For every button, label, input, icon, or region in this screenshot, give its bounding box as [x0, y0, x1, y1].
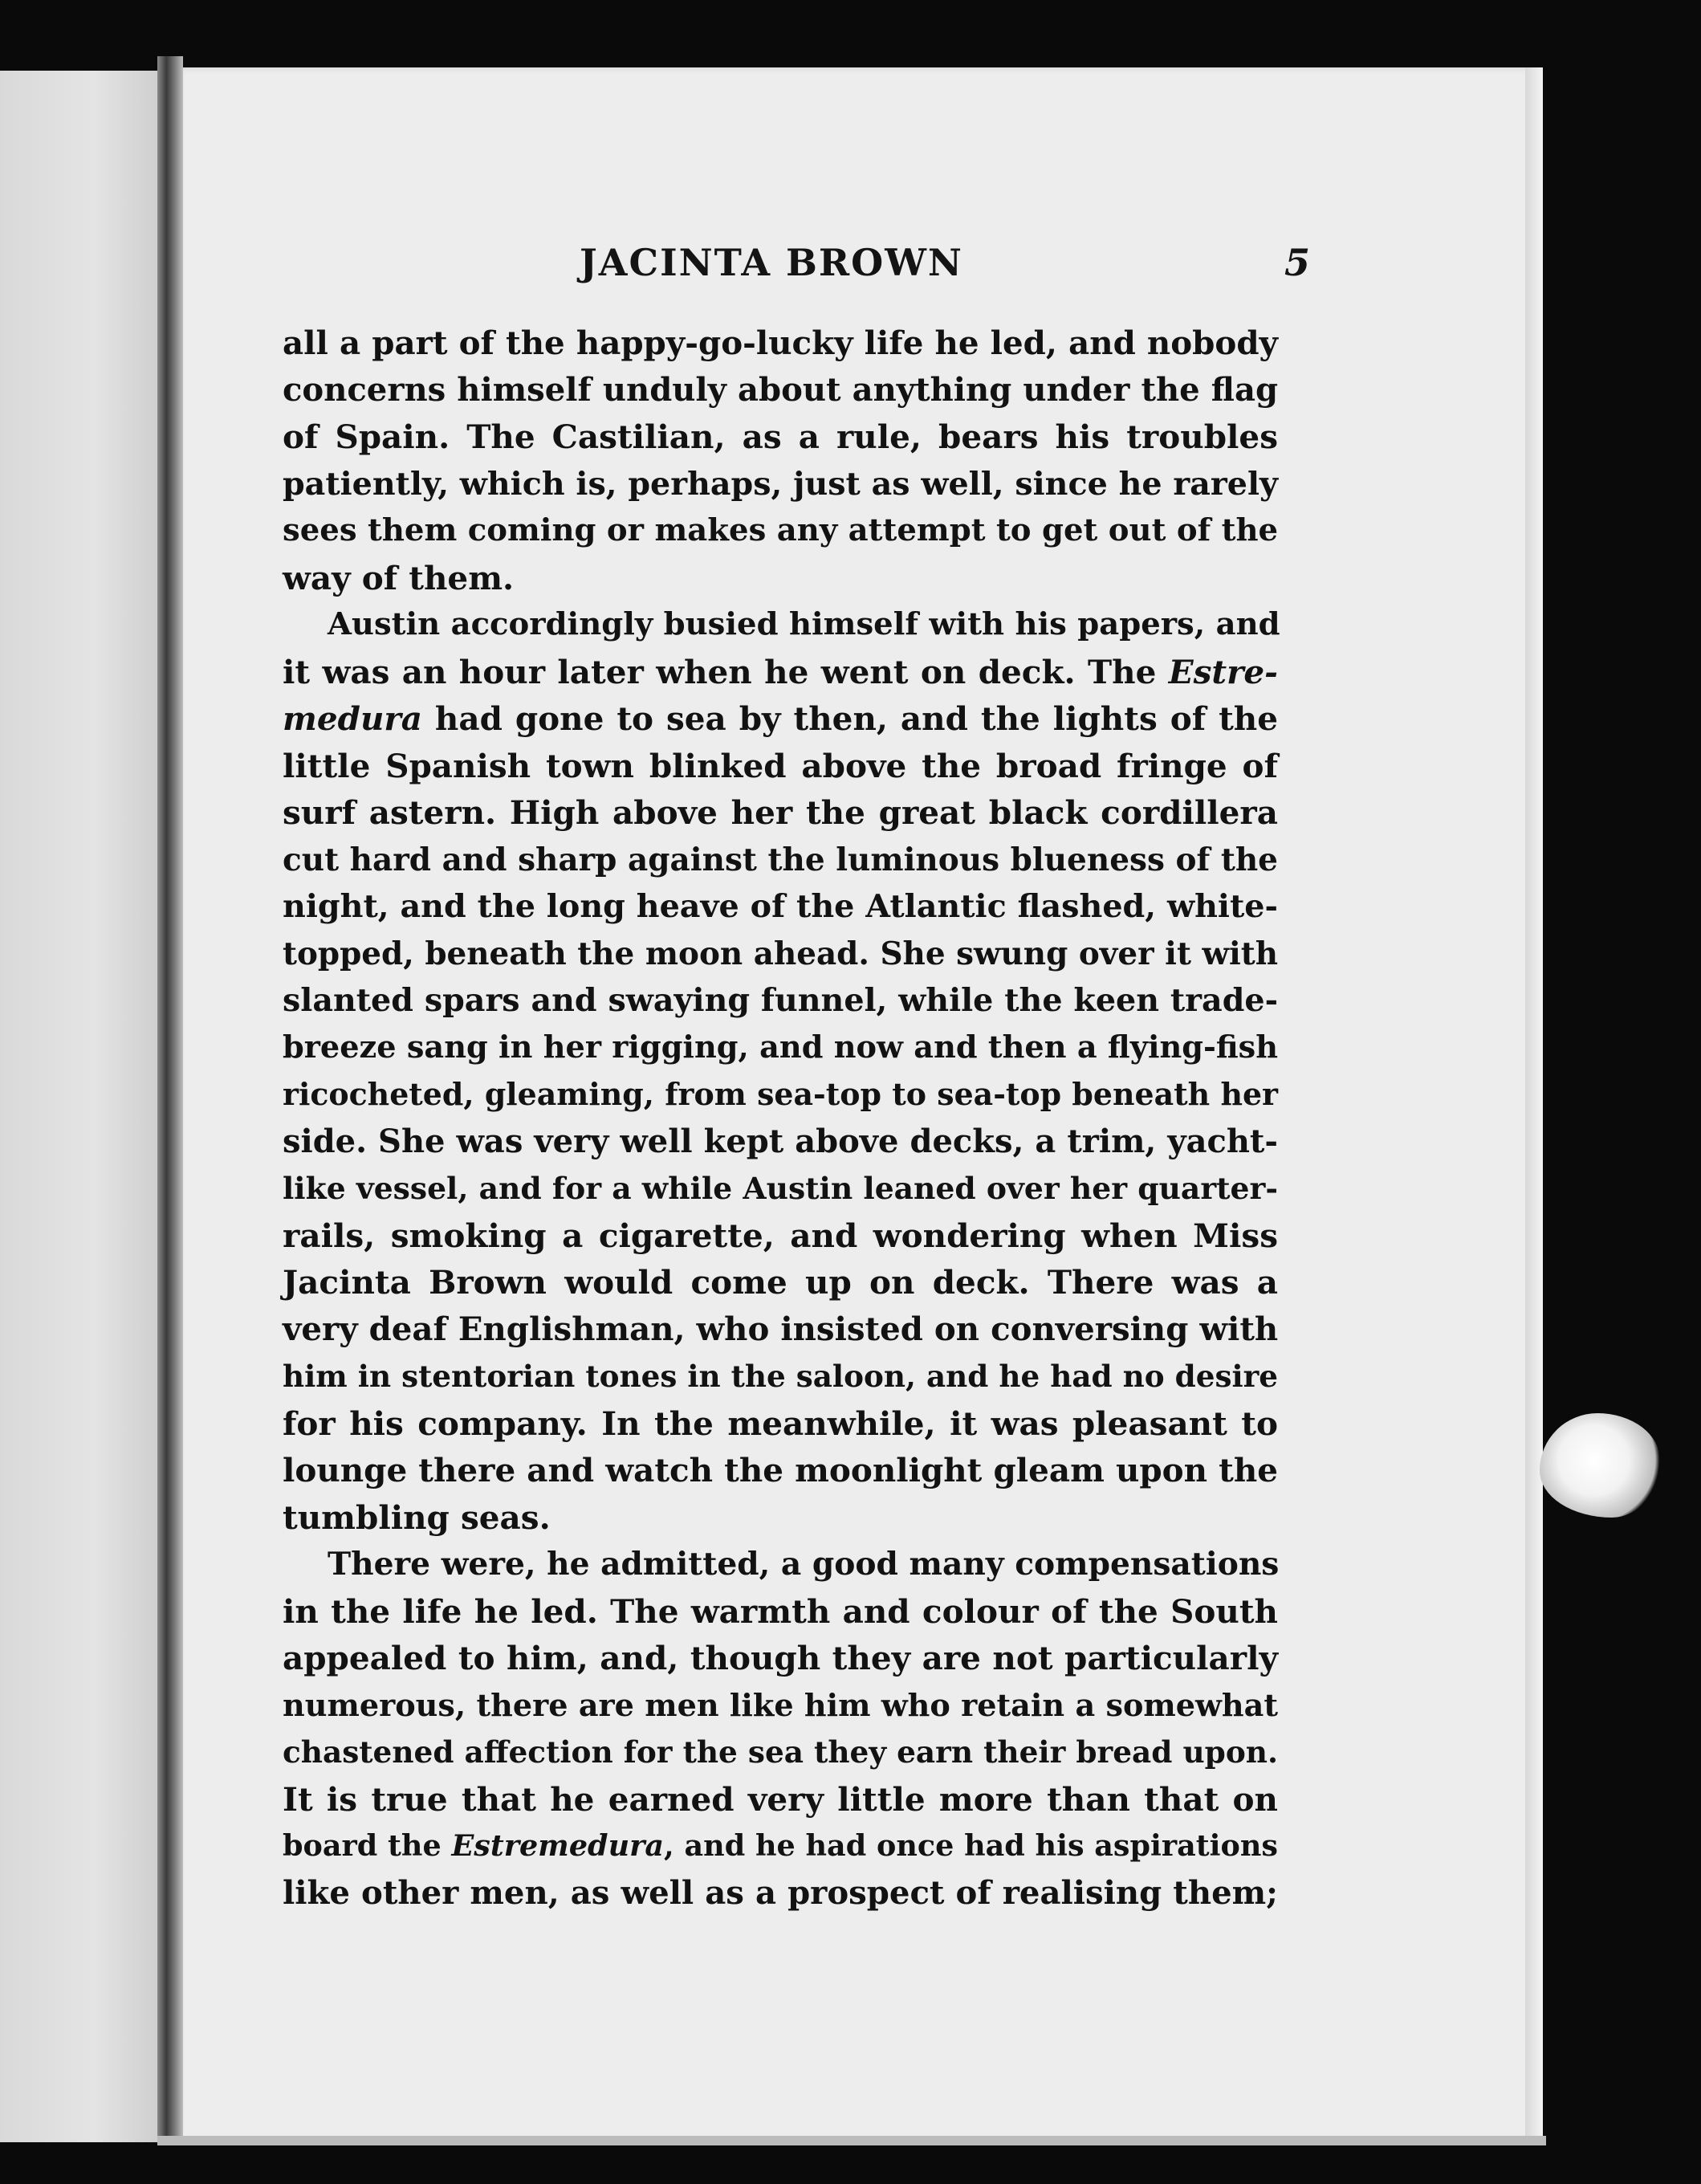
- text-line: concerns himself unduly about anything under the flag: [283, 370, 1278, 409]
- text-line: topped, beneath the moon ahead. She swung over it with: [283, 935, 1278, 972]
- text-line: chastened affection for the sea they earn their bread upon.: [283, 1734, 1278, 1770]
- text-line: slanted spars and swaying funnel, while the keen trade-: [283, 982, 1278, 1019]
- text-line: rails, smoking a cigarette, and wondering when Miss: [283, 1216, 1278, 1255]
- text-line: side. She was very well kept above decks, a trim, yacht-: [283, 1122, 1278, 1160]
- book-gutter: [157, 56, 183, 2144]
- text-line: appealed to him, and, though they are not particularly: [283, 1639, 1278, 1677]
- text-line: sees them coming or makes any attempt to get out of the: [283, 512, 1279, 548]
- text-line: It is true that he earned very little more than that on: [283, 1779, 1278, 1819]
- paragraph-3: [283, 1541, 1278, 1917]
- text-line: very deaf Englishman, who insisted on conversing with: [283, 1310, 1279, 1348]
- text-line: it was an hour later when he went on deck. The Estre-: [283, 652, 1278, 691]
- page-header: [283, 241, 1310, 292]
- text-line: for his company. In the meanwhile, it was pleasant to: [283, 1404, 1278, 1443]
- facing-page-edge: [0, 71, 157, 2142]
- text-line: like vessel, and for a while Austin leaned over her quarter-: [283, 1171, 1278, 1206]
- text-line: all a part of the happy-go-lucky life he led, and nobody: [283, 324, 1278, 362]
- page-number: 5: [1284, 241, 1310, 284]
- paragraph-1: [283, 320, 1278, 601]
- text-line: ricocheted, gleaming, from sea-top to sea-top beneath her: [283, 1076, 1278, 1112]
- text-line: lounge there and watch the moonlight gleam upon the: [283, 1451, 1278, 1489]
- text-line: like other men, as well as a prospect of realising them;: [283, 1873, 1278, 1912]
- paragraph-2: [283, 601, 1278, 1541]
- text-line: Austin accordingly busied himself with his papers, and: [328, 606, 1280, 642]
- page-edge: [1525, 67, 1543, 2142]
- text-line: way of them.: [283, 558, 515, 597]
- text-line: little Spanish town blinked above the broad fringe of: [283, 746, 1278, 785]
- paper-tear-mark: [1540, 1413, 1660, 1518]
- text-line: of Spain. The Castilian, as a rule, bears his troubles: [283, 418, 1278, 456]
- text-line: There were, he admitted, a good many compensations: [328, 1546, 1280, 1583]
- text-line: medura had gone to sea by then, and the lights of the: [283, 699, 1278, 738]
- text-line: board the Estremedura, and he had once had his aspirations: [283, 1828, 1278, 1863]
- text-line: tumbling seas.: [283, 1497, 551, 1537]
- page-bottom-edge: [157, 2136, 1546, 2145]
- text-line: night, and the long heave of the Atlantic flashed, white-: [283, 888, 1278, 925]
- text-line: breeze sang in her rigging, and now and then a flying-fish: [283, 1029, 1278, 1066]
- text-line: surf astern. High above her the great black cordillera: [283, 793, 1278, 832]
- text-line: patiently, which is, perhaps, just as well, since he rarely: [283, 465, 1278, 503]
- text-line: numerous, there are men like him who retain a somewhat: [283, 1686, 1278, 1723]
- text-line: in the life he led. The warmth and colour of the South: [283, 1591, 1278, 1631]
- text-line: cut hard and sharp against the luminous blueness of the: [283, 841, 1278, 878]
- body-text: [283, 320, 1278, 1917]
- running-title: JACINTA BROWN: [580, 241, 963, 284]
- text-line: Jacinta Brown would come up on deck. There was a: [283, 1263, 1278, 1302]
- text-line: him in stentorian tones in the saloon, and he had no desire: [283, 1359, 1278, 1394]
